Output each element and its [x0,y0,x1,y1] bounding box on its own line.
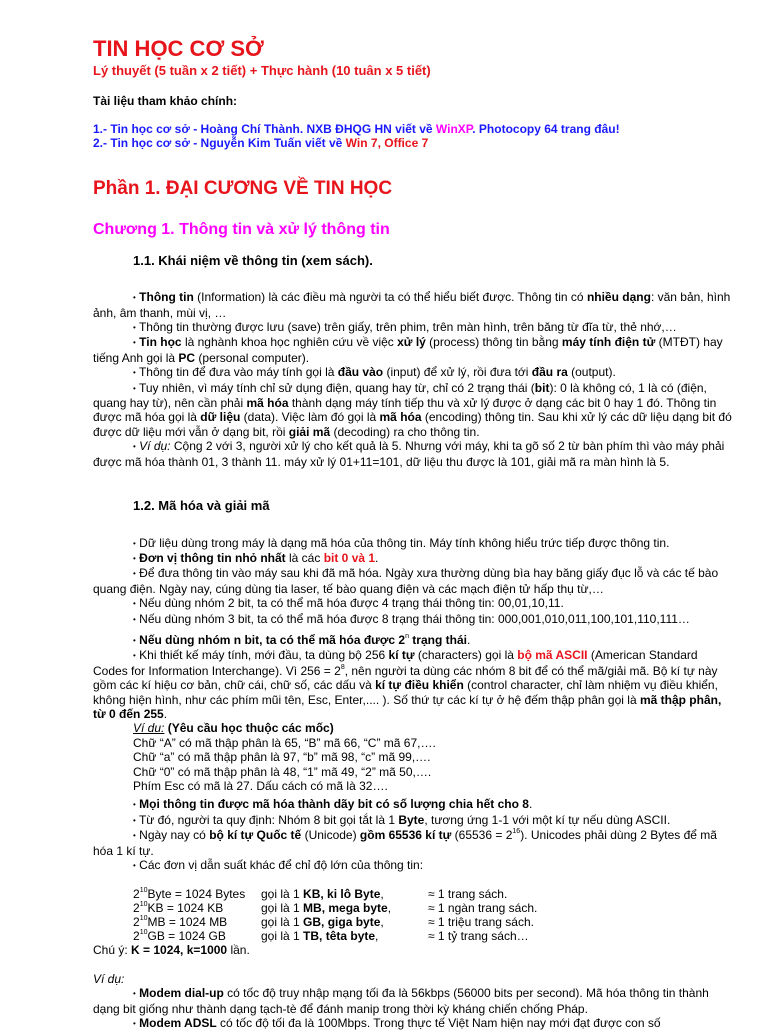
section-1-2-body [93,536,733,1031]
doc-title: TIN HỌC CƠ SỞ [93,36,733,62]
paragraph: • Modem ADSL có tốc độ tối đa là 100Mbps. Trong thực tế Việt Nam hiện nay mới đạt được con số [93,1016,733,1031]
paragraph: • Thông tin để đưa vào máy tính gọi là đầu vào (input) để xử lý, rồi đưa tới đầu ra (output). [93,365,733,380]
unit-definition: $2^{10}KB = 1024$ KB [133,901,261,915]
paragraph: • Dữ liệu dùng trong máy là dạng mã hóa của thông tin. Máy tính không hiểu trức tiếp được thông tin. [93,536,733,551]
example-line: Chữ “a” có mã thập phân là 97, “b” mã 98, “c” mã 99,…. [133,750,733,764]
paragraph: • Tuy nhiên, vì máy tính chỉ sử dụng điện, quang hay từ, chỉ có 2 trạng thái (bit): 0 là không có, 1 là có (điện, quang hay từ), nên cần phải mã hóa thành dạng máy tính tiếp thu và xử lý được ở dạng các bit 0 hay 1 đó. Thông tin được mã hóa gọi là dữ liệu (data). Việc làm đó gọi là mã hóa (encoding) thông tin. Sau khi xử lý các dữ liệu dạng bit đó được dữ liệu mới vẫn ở dạng bit, rồi giải mã (decoding) ra cho thông tin. [93,381,733,440]
paragraph: • Nếu dùng nhóm n bit, ta có thể mã hóa được 2$^n$ trạng thái. [93,633,733,648]
part-heading: Phần 1. ĐẠI CƯƠNG VỀ TIN HỌC [93,178,733,200]
paragraph: • Ngày nay có bộ kí tự Quốc tế (Unicode) gồm 65536 kí tự $(65536 = 2^{16})$. Unicodes phải dùng 2 Bytes để mã hóa 1 kí tự. [93,828,733,858]
unit-name: gọi là 1 GB, giga byte, [261,915,428,929]
units-table [133,887,537,943]
units-row [133,901,537,915]
unit-approx: ≈ 1 trang sách. [428,887,537,901]
reference-2: 2.- Tin học cơ sở - Nguyễn Kim Tuấn viết về Win 7, Office 7 [93,136,733,150]
section-1-1-body [93,290,733,469]
paragraph: • Thông tin (Information) là các điều mà người ta có thể hiểu biết được. Thông tin có nhiều dạng: văn bản, hình ảnh, âm thanh, mùi vị, … [93,290,733,320]
unit-approx: ≈ 1 ngàn trang sách. [428,901,537,915]
unit-name: gọi là 1 TB, têta byte, [261,929,428,943]
paragraph: • Nếu dùng nhóm 2 bit, ta có thể mã hóa được 4 trạng thái thông tin: 00,01,10,11. [93,596,733,611]
doc-subtitle: Lý thuyết (5 tuần x 2 tiết) + Thực hành (10 tuân x 5 tiết) [93,64,733,78]
paragraph: • Thông tin thường được lưu (save) trên giấy, trên phim, trên màn hình, trên băng từ đĩa từ, thẻ nhớ,… [93,320,733,335]
paragraph: • Modem dial-up có tốc độ truy nhập mạng tối đa là 56kbps (56000 bits per second). Mã hóa thông tin thành dạng bit giống như thành dạng tạch-tè để đánh manip trong thời kỳ kháng chiến chống Pháp. [93,986,733,1016]
example-line: Chữ “A” có mã thập phân là 65, “B” mã 66, “C” mã 67,…. [133,736,733,750]
example-line: Phím Esc có mã là 27. Dấu cách có mã là 32…. [133,779,733,793]
reference-1: 1.- Tin học cơ sở - Hoàng Chí Thành. NXB ĐHQG HN viết về WinXP. Photocopy 64 trang đâu! [93,122,733,136]
unit-name: gọi là 1 KB, ki lô Byte, [261,887,428,901]
paragraph: • Nếu dùng nhóm 3 bit, ta có thể mã hóa được 8 trạng thái thông tin: 000,001,010,011,100,101,110,111… [93,612,733,627]
document-page [93,36,733,1031]
unit-name: gọi là 1 MB, mega byte, [261,901,428,915]
paragraph: • Mọi thông tin được mã hóa thành dãy bit có số lượng chia hết cho 8. [93,797,733,812]
paragraph: • Ví dụ: Cộng 2 với 3, người xử lý cho kết quả là 5. Nhưng với máy, khi ta gõ số 2 từ bàn phím thì vào máy phải được mã hóa thành 01, 3 thành 11. máy xử lý 01+11=101, dữ liệu thu được là 101, giải mã ra màn hình là 5. [93,439,733,469]
section-1-1-heading: 1.1. Khái niệm về thông tin (xem sách). [133,254,733,268]
unit-definition: $2^{10}MB = 1024$ MB [133,915,261,929]
unit-approx: ≈ 1 triệu trang sách. [428,915,537,929]
units-row [133,929,537,943]
refs-heading: Tài liệu tham khảo chính: [93,94,733,108]
note-line: Chú ý: K = 1024, k=1000 lần. [93,943,733,957]
paragraph: • Để đưa thông tin vào máy sau khi đã mã hóa. Ngày xưa thường dùng bìa hay băng giấy đục lỗ và các tế bào quang điện. Ngày nay, cúng dùng tia laser, tế bào quang điện và các mạch điện tử hấp thụ từ,… [93,566,733,596]
paragraph: • Tin học là nghành khoa học nghiên cứu về việc xử lý (process) thông tin bằng máy tính điện tử (MTĐT) hay tiếng Anh gọi là PC (personal computer). [93,335,733,365]
example-2-label: Ví dụ: [93,972,733,986]
paragraph: • Khi thiết kế máy tính, mới đầu, ta dùng bộ 256 kí tự (characters) gọi là bộ mã ASCII (American Standard Codes for Information Interchange). Vì $256 = 2^8$, nên người ta dùng các nhóm 8 bit để có thể mã/giải mã. Bộ kí tự này gồm các kí hiệu cơ bản, chữ cái, chữ số, các dấu và kí tự điều khiển (control character, chỉ làm nhiệm vụ điều khiển, không hiện hình, như các phím mũi tên, Esc, Enter,.... ). Số thứ tự các kí tự ở hệ đếm thập phân gọi là mã thập phân, từ 0 đến 255. [93,648,733,721]
chapter-heading: Chương 1. Thông tin và xử lý thông tin [93,220,733,240]
units-row [133,887,537,901]
section-1-2-heading: 1.2. Mã hóa và giải mã [133,499,733,513]
paragraph: • Các đơn vị dẫn suất khác để chỉ độ lớn của thông tin: [93,858,733,873]
example-block [133,721,733,793]
example-heading: Ví dụ: (Yêu cầu học thuộc các mốc) [133,721,733,735]
paragraph: • Đơn vị thông tin nhỏ nhất là các bit 0 và 1. [93,551,733,566]
units-row [133,915,537,929]
unit-approx: ≈ 1 tỷ trang sách… [428,929,537,943]
unit-definition: $2^{10}GB = 1024$ GB [133,929,261,943]
example-line: Chữ “0” có mã thập phân là 48, “1” mã 49, “2” mã 50,…. [133,765,733,779]
paragraph: • Từ đó, người ta quy định: Nhóm 8 bit gọi tắt là 1 Byte, tương ứng 1-1 với một kí tự nếu dùng ASCII. [93,813,733,828]
unit-definition: $2^{10}Byte = 1024$ Bytes [133,887,261,901]
